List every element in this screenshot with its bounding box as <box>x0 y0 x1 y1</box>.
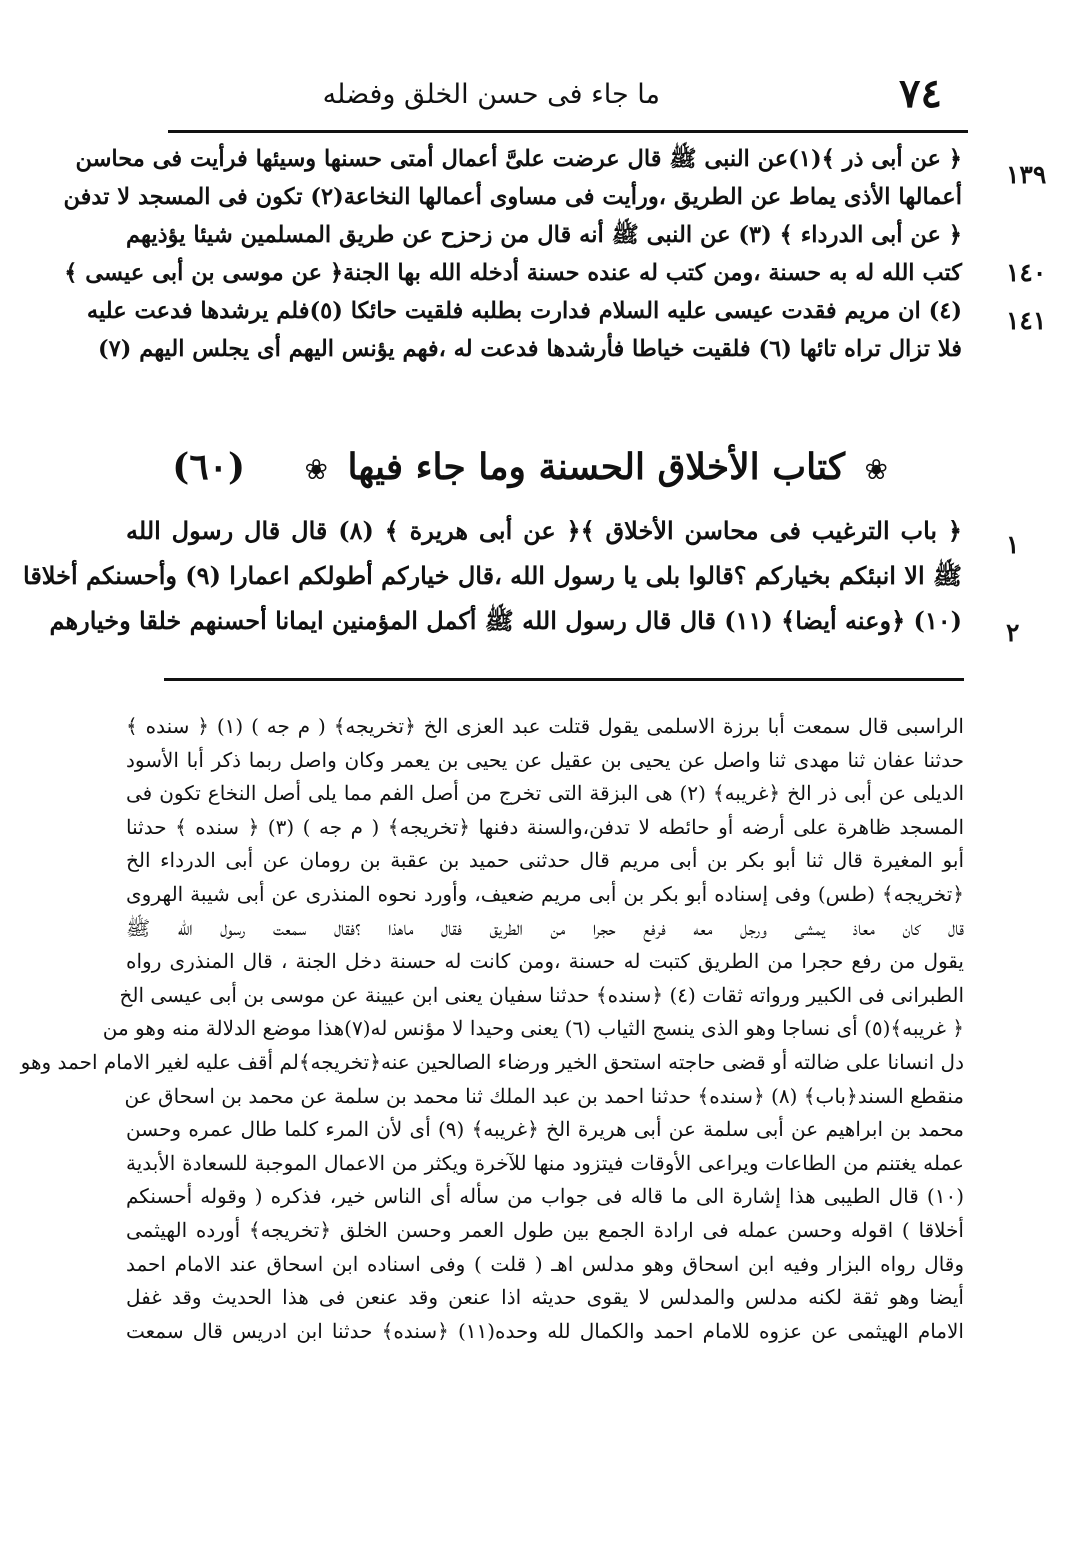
main-line: ﴿ عن أبى الدرداء ﴾ (٣) عن النبى ﷺ أنه قال من زحزح عن طريق المسلمين شيئا يؤذيهم <box>126 222 962 248</box>
footnote-rule <box>164 678 964 681</box>
section-number: (٦٠) <box>172 446 246 488</box>
main-text <box>63 140 962 368</box>
ornament-icon: ❀ <box>304 453 328 486</box>
section-text <box>23 508 962 643</box>
hadith-number-141: ١٤١ <box>1006 306 1047 335</box>
hadith-number-140: ١٤٠ <box>1006 258 1047 287</box>
footnote-line: يقول من رفع حجرا من الطريق كتبت له حسنة ،ومن كانت له حسنة دخل الجنة ، قال المنذرى رواه <box>126 949 964 974</box>
section-line: ﴿ باب الترغيب فى محاسن الأخلاق ﴾﴿ عن أبى هريرة ﴾ (٨) قال قال رسول الله <box>126 516 962 545</box>
footnote-line: محمد بن ابراهيم عن أبى سلمة عن أبى هريرة الخ ﴿غريبه﴾ (٩) أى لأن المرء كلما طال عمره وحسن <box>126 1117 964 1142</box>
section-line: ﷺ الا انبئكم بخياركم ؟قالوا بلى يا رسول الله ،قال خياركم أطولكم اعمارا (٩) وأحسنكم أخلاقا <box>23 561 962 590</box>
main-line: أعمالها الأذى يماط عن الطريق ،ورأيت فى مساوى أعمالها النخاعة(٢) تكون فى المسجد لا تدفن <box>63 184 962 210</box>
section-line: (١٠) ﴿وعنه أيضا﴾ (١١) قال قال رسول الله ﷺ أكمل المؤمنين ايمانا أحسنهم خلقا وخيارهم <box>49 606 962 635</box>
main-line: كتب الله له به حسنة ،ومن كتب له عنده حسنة أدخله الله بها الجنة﴿ عن موسى بن أبى عيسى ﴾ <box>64 260 962 286</box>
footnote-line: الامام الهيثمى عن عزوه للامام احمد والكمال لله وحده(١١) ﴿سنده﴾ حدثنا ابن ادريس قال سمعت <box>126 1318 964 1343</box>
footnotes <box>20 710 965 1348</box>
footnote-line: المسجد ظاهرة على أرضه أو حائطه لا تدفن،والسنة دفنها ﴿تخريجه﴾ ( م جه ) (٣) ﴿ سنده ﴾ حدثنا <box>126 814 964 839</box>
footnote-line: حدثنا عفان ثنا مهدى ثنا واصل عن يحيى بن عقيل عن يحيى بن يعمر وكان واصل ربما ذكر أبا الأسود <box>126 747 964 772</box>
footnote-line: دل انسانا على ضالته أو قضى حاجته استحق الخير ورضاء الصالحين عنه﴿تخريجه﴾لم أقف عليه لغير الامام احمد وهو <box>20 1049 964 1074</box>
section-title: كتاب الأخلاق الحسنة وما جاء فيها <box>347 446 846 488</box>
main-line: (٤) ان مريم فقدت عيسى عليه السلام فدارت بطلبه فلقيت حائكا (٥)فلم يرشدها فدعت عليه <box>86 298 962 324</box>
footnote-line: وقال رواه البزار وفيه ابن اسحاق وهو مدلس اهـ ( قلت ) وفى اسناده ابن اسحاق عند الامام احمد <box>126 1251 965 1276</box>
footnote-line: الراسبى قال سمعت أبا برزة الاسلمى يقول قتلت عبد العزى الخ ﴿تخريجه﴾ ( م جه ) (١) ﴿ سنده ﴾ <box>126 714 964 738</box>
hadith-number-2: ٢ <box>1006 618 1020 647</box>
main-line: ﴿ عن أبى ذر ﴾(١)عن النبى ﷺ قال عرضت علىَّ أعمال أمتى حسنها وسيئها فرأيت فى محاسن <box>75 146 962 172</box>
footnote-line: الديلى عن أبى ذر الخ ﴿غريبه﴾ (٢) هى البزقة التى تخرج من أصل الفم مما يلى أصل النخاع تكون فى <box>126 781 964 806</box>
header-rule <box>168 130 968 133</box>
section-heading <box>172 432 896 502</box>
ornament-icon: ❀ <box>864 453 888 486</box>
page-header <box>170 66 960 116</box>
footnote-line: أخلاقا ) اقوله وحسن عمله فى ارادة الجمع بين طول العمر وحسن الخلق ﴿تخريجه﴾ أورده الهيثمى <box>126 1217 964 1242</box>
footnote-line: منقطع السند﴿باب﴾ (٨) ﴿سنده﴾ حدثنا احمد بن عبد الملك ثنا محمد بن سلمة عن محمد بن اسحاق عن <box>124 1083 964 1108</box>
running-title: ما جاء فى حسن الخلق وفضله <box>322 79 660 110</box>
hadith-number-1: ١ <box>1006 530 1020 559</box>
footnote-line: قال كان معاذ يمشى ورجل معه فرفع حجرا من الطريق فقال ماهذا ؟فقال سمعت رسول الله ﷺ <box>126 915 964 940</box>
main-line: فلا تزال تراه تائها (٦) فلقيت خياطا فأرشدها فدعت له ،فهم يؤنس اليهم أى يجلس اليهم (٧) <box>97 336 962 362</box>
footnote-line: أيضا وهو ثقة لكنه مدلس والمدلس لا يقوى حديثه اذا عنعن وقد عنعن فى هذا الحديث وقد غفل <box>126 1285 964 1310</box>
footnote-line: الطبرانى فى الكبير ورواته ثقات (٤) ﴿سنده﴾ حدثنا سفيان يعنى ابن عيينة عن موسى بن أبى عيسى الخ <box>119 982 964 1007</box>
footnote-line: ﴿تخريجه﴾ (طس) وفى إسناده أبو بكر بن أبى مريم ضعيف، وأورد نحوه المنذرى عن أبى شيبة الهروى <box>126 881 964 906</box>
footnote-line: (١٠) قال الطيبى هذا إشارة الى ما قاله فى جواب من سأله أى الناس خير، فذكره ( وقوله أحسنكم <box>126 1184 964 1209</box>
footnote-line: أبو المغيرة قال ثنا أبو بكر بن أبى مريم قال حدثنى حميد بن عقبة بن رومان عن أبى الدرداء الخ <box>126 848 964 873</box>
footnote-line: عمله يغتنم من الطاعات ويراعى الأوقات فيتزود منها للآخرة ويكثر من الاعمال الموجبة للسعادة الأبدية <box>126 1150 964 1175</box>
footnote-line: ﴿ غريبه﴾(٥) أى نساجا وهو الذى ينسج الثياب (٦) يعنى وحيدا لا مؤنس له(٧)هذا موضع الدلالة منه وهو من <box>102 1016 964 1041</box>
hadith-number-139: ١٣٩ <box>1006 160 1047 189</box>
page-number: ٧٤ <box>899 70 942 117</box>
